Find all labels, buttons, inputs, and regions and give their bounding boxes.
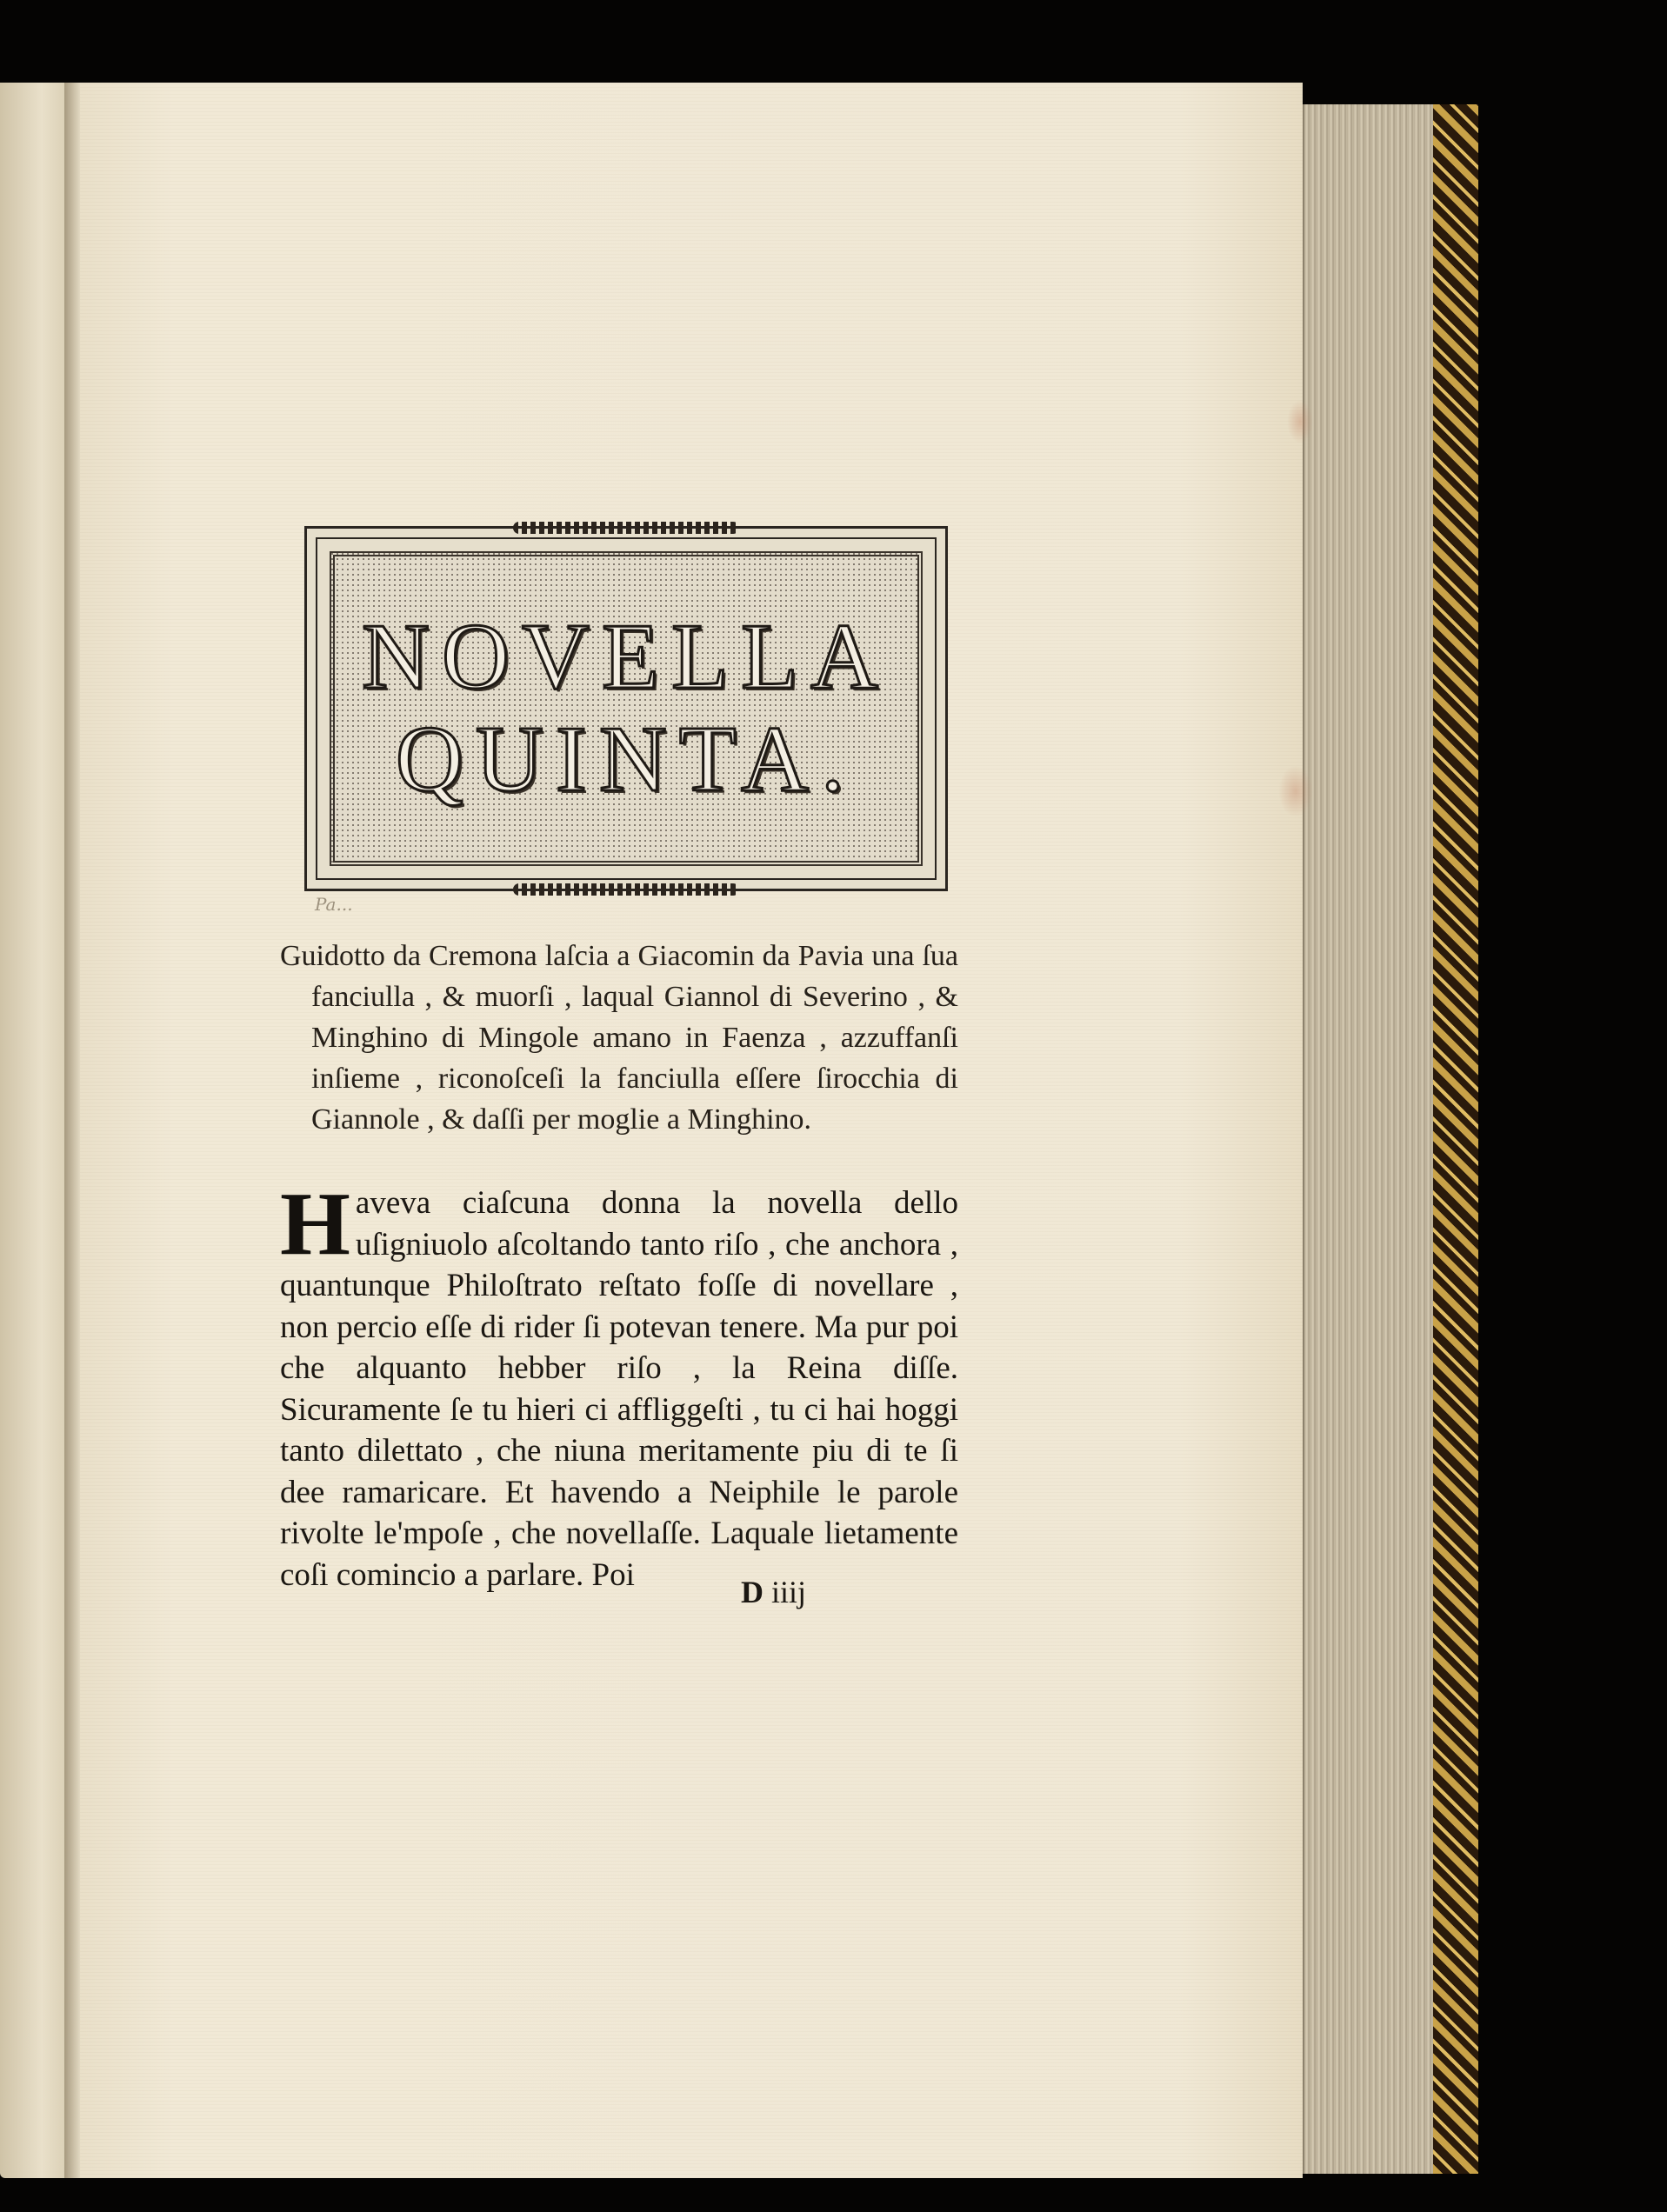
- cartouche-ornament-bottom: [513, 883, 739, 896]
- summary-text: Guidotto da Cremona laſcia a Giacomin da Pavia una ſua fanciulla , & muorſi , laqual Giannol di Severino , & Minghino di Mingole amano in Faenza , azzuffanſi inſieme , riconoſceſi la fanciulla eſſere ſirocchia di Giannole , & daſſi per moglie a Minghino.: [280, 940, 958, 1136]
- signature-numeral: iiij: [771, 1575, 807, 1609]
- page-stain: [1278, 765, 1313, 817]
- body-paragraph: aveva ciaſcuna donna la novella dello uſigniuolo aſcoltando tanto riſo , che anchora , quantunque Philoſtrato reſtato foſſe di novellare , non percio eſſe di rider ſi potevan tenere. Ma pur poi che alquanto hebber riſo , la Reina diſſe. Sicuramente ſe tu hieri ci affliggeſti , tu ci hai hoggi tanto dilettato , che niuna meritamente piu di te ſi dee ramaricare. Et havendo a Neiphile le parole rivolte le'mpoſe , che novellaſſe. Laquale lietamente coſi comincio a parlare. Poi: [280, 1185, 958, 1593]
- signature-letter: D: [741, 1575, 763, 1609]
- title-line-2: QUINTA.: [395, 708, 857, 811]
- page-gutter: [64, 83, 80, 2178]
- page-block-edges: [1303, 104, 1437, 2174]
- title-line-1: NOVELLA: [362, 605, 890, 709]
- previous-page-edge: [0, 83, 70, 2178]
- engraver-signature: Pa...: [315, 894, 353, 915]
- cartouche-ornament-top: [513, 522, 739, 534]
- novella-body: [280, 1174, 958, 1596]
- novella-summary: [280, 936, 958, 1140]
- signature-mark: [741, 1574, 806, 1610]
- gilt-spine: [1433, 104, 1478, 2174]
- drop-cap: H: [280, 1174, 350, 1274]
- page-stain: [1287, 400, 1313, 443]
- title-cartouche: [304, 526, 948, 891]
